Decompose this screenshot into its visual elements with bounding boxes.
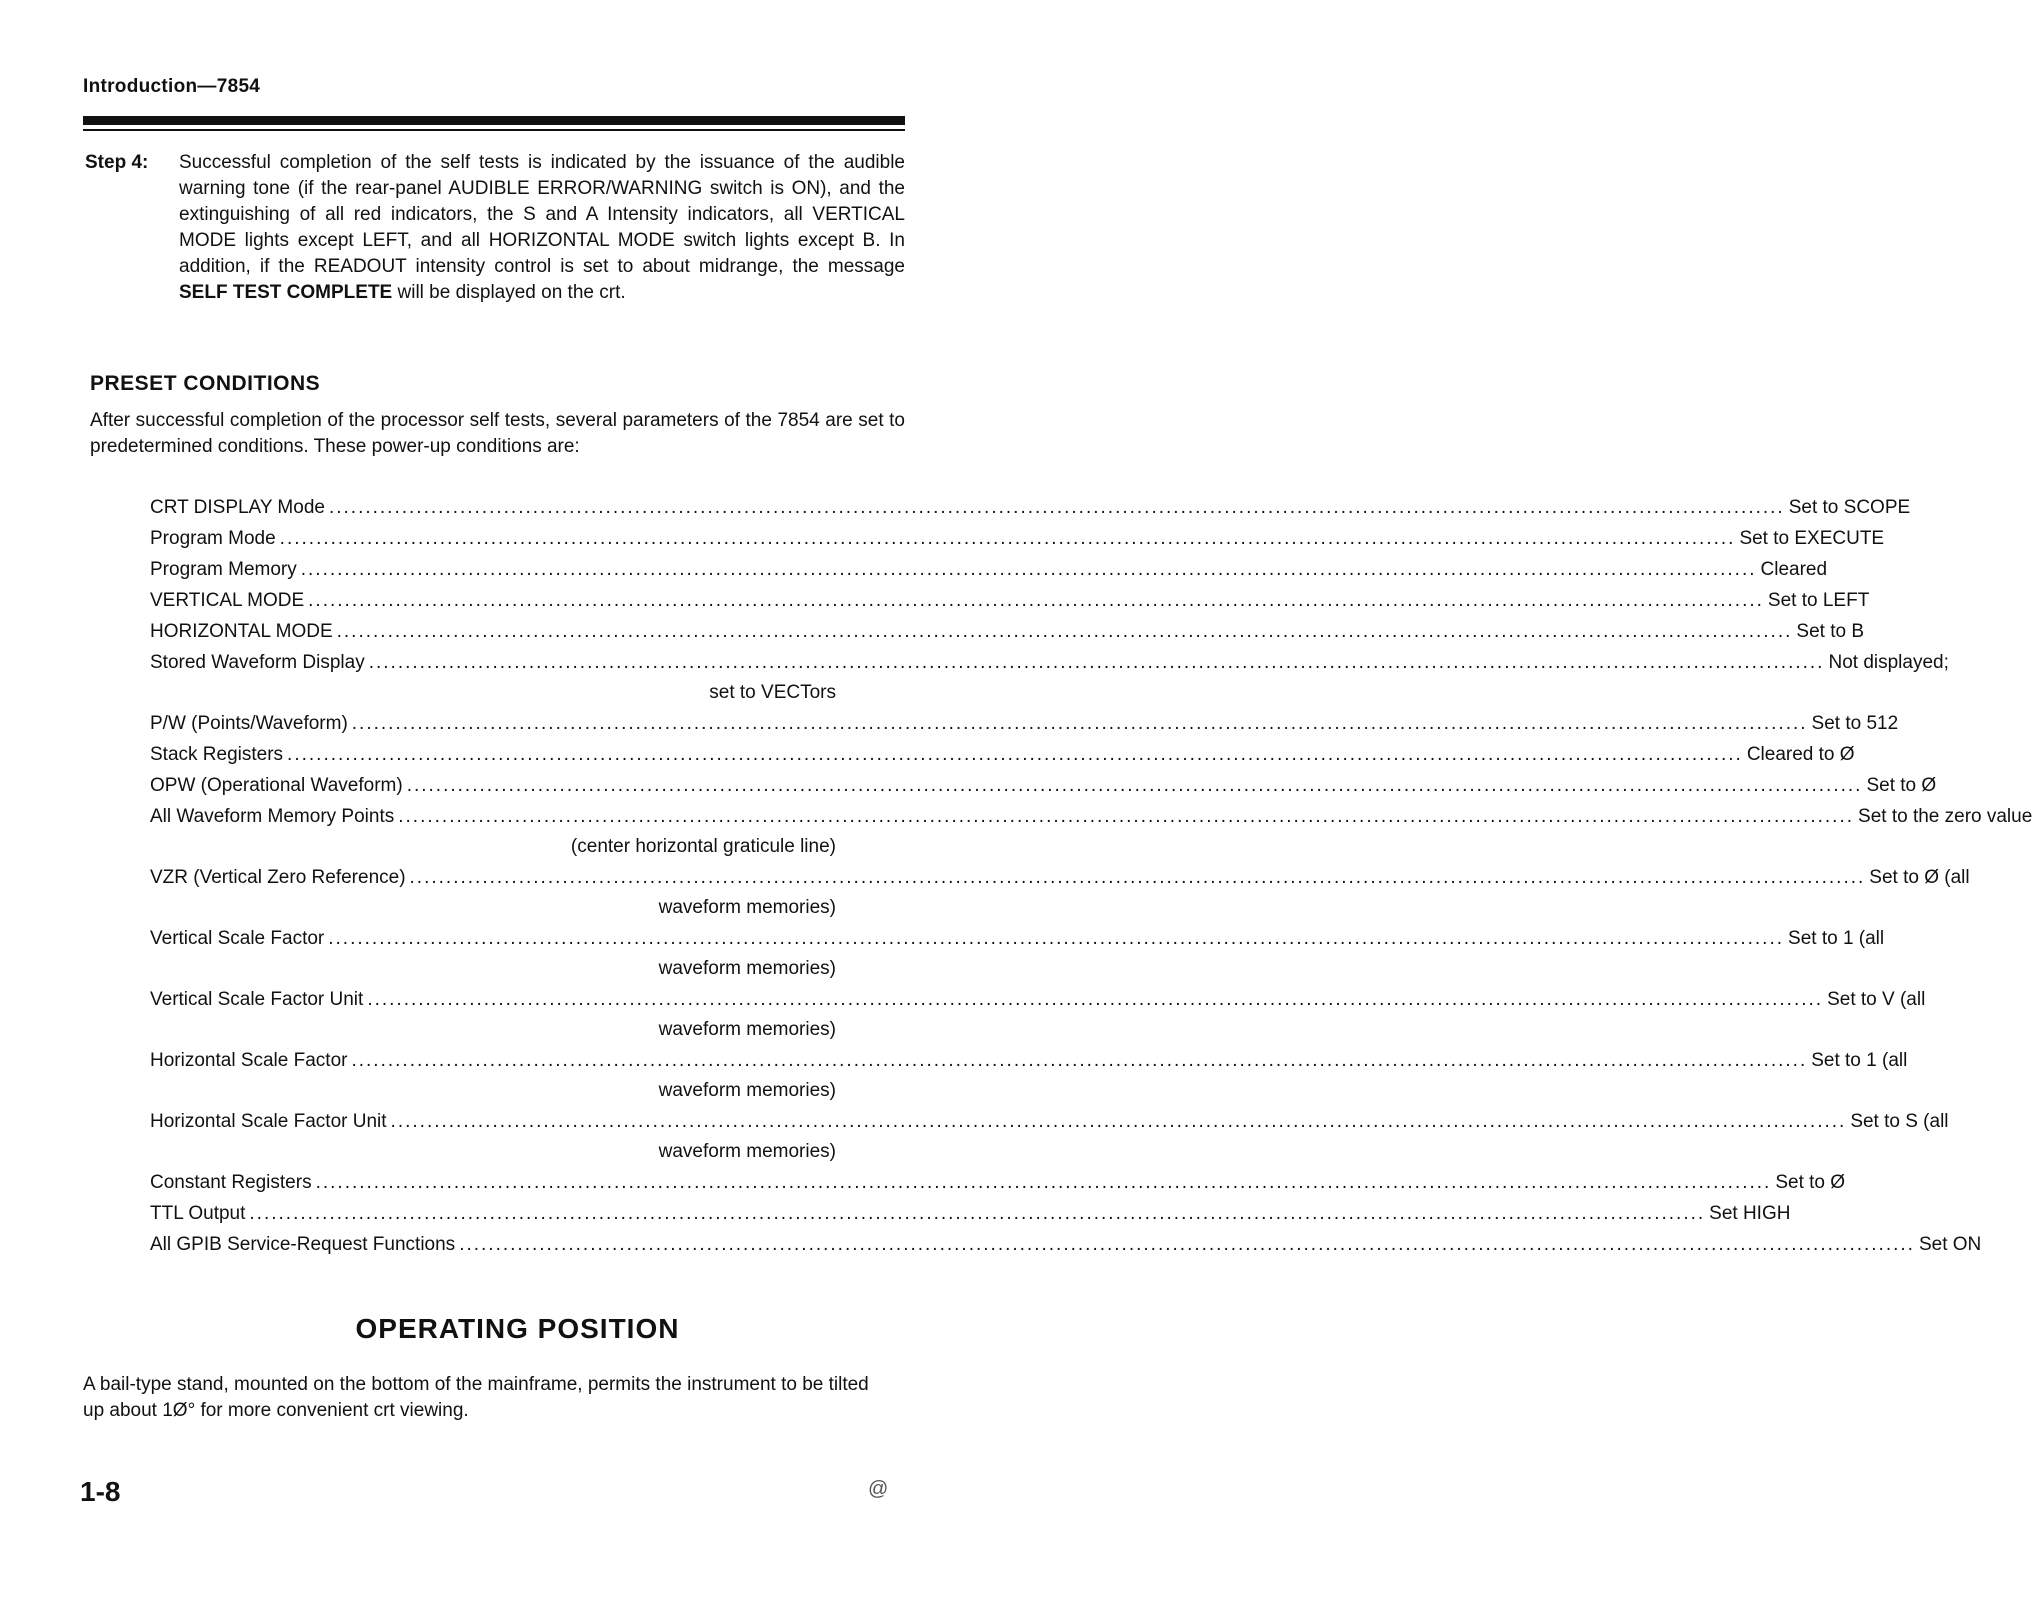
condition-row xyxy=(150,801,2032,832)
condition-label: P/W (Points/Waveform) xyxy=(150,713,348,734)
condition-row xyxy=(150,770,1937,801)
condition-row xyxy=(150,1229,1982,1260)
condition-value: Set to Ø xyxy=(1866,775,1937,796)
condition-row xyxy=(150,554,1828,585)
condition-label: CRT DISPLAY Mode xyxy=(150,497,325,518)
condition-label: Program Memory xyxy=(150,559,297,580)
condition-value: Set to Ø xyxy=(1775,1172,1846,1193)
condition-value: Set to 1 (all xyxy=(1788,928,1885,949)
condition-label: Stored Waveform Display xyxy=(150,652,365,673)
leader-dots: ........................................................................................................................................................................................................ xyxy=(328,497,1785,518)
preset-conditions-title: PRESET CONDITIONS xyxy=(90,372,321,395)
leader-dots: ........................................................................................................................................................................................................ xyxy=(368,652,1825,673)
leader-dots: ........................................................................................................................................................................................................ xyxy=(398,806,1855,827)
leader-dots: ........................................................................................................................................................................................................ xyxy=(287,744,1743,765)
condition-label: All Waveform Memory Points xyxy=(150,806,395,827)
header-rule-thin xyxy=(83,129,905,131)
condition-row xyxy=(150,1198,1791,1229)
condition-value: Set to SCOPE xyxy=(1788,497,1911,518)
condition-label: Horizontal Scale Factor xyxy=(150,1050,348,1071)
leader-dots: ........................................................................................................................................................................................................ xyxy=(367,989,1824,1010)
condition-row xyxy=(150,616,1864,647)
condition-row xyxy=(150,647,1949,678)
condition-value: Set to 512 xyxy=(1811,713,1899,734)
condition-label: Vertical Scale Factor xyxy=(150,928,325,949)
preset-conditions-list xyxy=(150,492,2032,1260)
header-rule-thick xyxy=(83,116,905,125)
condition-value-continued: waveform memories) xyxy=(658,1019,836,1040)
condition-row xyxy=(150,492,1911,523)
condition-label: Horizontal Scale Factor Unit xyxy=(150,1111,387,1132)
condition-label: TTL Output xyxy=(150,1203,246,1224)
condition-row xyxy=(150,984,1926,1015)
leader-dots: ........................................................................................................................................................................................................ xyxy=(279,528,1736,549)
condition-label: VZR (Vertical Zero Reference) xyxy=(150,867,406,888)
leader-dots: ........................................................................................................................................................................................................ xyxy=(249,1203,1706,1224)
step-text-part-2: will be displayed on the crt. xyxy=(392,282,626,303)
condition-value: Not displayed; xyxy=(1828,652,1949,673)
condition-row xyxy=(150,862,1970,893)
leader-dots: ........................................................................................................................................................................................................ xyxy=(409,867,1866,888)
condition-label: Constant Registers xyxy=(150,1172,312,1193)
condition-value-continued: waveform memories) xyxy=(658,1141,836,1162)
page-number: 1-8 xyxy=(80,1476,121,1507)
condition-value: Cleared xyxy=(1760,559,1828,580)
condition-value-continued: waveform memories) xyxy=(658,1080,836,1101)
condition-value: Set to 1 (all xyxy=(1811,1050,1908,1071)
condition-value: Cleared to Ø xyxy=(1746,744,1855,765)
condition-value-continued: waveform memories) xyxy=(658,958,836,979)
condition-label: OPW (Operational Waveform) xyxy=(150,775,403,796)
condition-label: All GPIB Service-Request Functions xyxy=(150,1234,456,1255)
condition-label: Stack Registers xyxy=(150,744,284,765)
operating-position-title: OPERATING POSITION xyxy=(355,1313,680,1344)
condition-label: HORIZONTAL MODE xyxy=(150,621,333,642)
operating-position-text: A bail-type stand, mounted on the bottom of the mainframe, permits the instrument to be tilted up about 1Ø° for more convenient crt viewing. xyxy=(83,1374,869,1421)
condition-value: Set to B xyxy=(1796,621,1864,642)
condition-label: Vertical Scale Factor Unit xyxy=(150,989,364,1010)
condition-label: VERTICAL MODE xyxy=(150,590,305,611)
leader-dots: ........................................................................................................................................................................................................ xyxy=(300,559,1757,580)
condition-value: Set ON xyxy=(1918,1234,1982,1255)
condition-value: Set to LEFT xyxy=(1767,590,1870,611)
publisher-mark: @ xyxy=(868,1478,889,1500)
step-label: Step 4: xyxy=(85,152,149,173)
condition-row xyxy=(150,739,1855,770)
running-header: Introduction—7854 xyxy=(83,76,261,97)
condition-label: Program Mode xyxy=(150,528,276,549)
condition-row xyxy=(150,1106,1949,1137)
leader-dots: ........................................................................................................................................................................................................ xyxy=(336,621,1793,642)
condition-value: Set to S (all xyxy=(1850,1111,1949,1132)
condition-value-continued: waveform memories) xyxy=(658,897,836,918)
condition-value: Set to the zero value xyxy=(1858,806,2032,827)
leader-dots: ........................................................................................................................................................................................................ xyxy=(328,928,1785,949)
leader-dots: ........................................................................................................................................................................................................ xyxy=(406,775,1863,796)
leader-dots: ........................................................................................................................................................................................................ xyxy=(315,1172,1772,1193)
leader-dots: ........................................................................................................................................................................................................ xyxy=(459,1234,1915,1255)
step-4-paragraph xyxy=(85,150,905,306)
condition-value: Set to EXECUTE xyxy=(1739,528,1885,549)
condition-row xyxy=(150,1167,1846,1198)
condition-row xyxy=(150,523,1885,554)
leader-dots: ........................................................................................................................................................................................................ xyxy=(351,1050,1808,1071)
condition-value-continued: set to VECTors xyxy=(709,682,836,703)
leader-dots: ........................................................................................................................................................................................................ xyxy=(308,590,1764,611)
condition-value-continued: (center horizontal graticule line) xyxy=(570,836,836,857)
condition-row xyxy=(150,923,1885,954)
self-test-message: SELF TEST COMPLETE xyxy=(179,282,393,303)
condition-row xyxy=(150,585,1870,616)
step-text-part-1: Successful completion of the self tests is indicated by the issuance of the audible warning tone (if the rear-panel AUDIBLE ERROR/WARNING switch is ON), and the extinguishing of all red indicators, the S and A Intensity indicators, all VERTICAL MODE lights except LEFT, and all HORIZONTAL MODE switch lights except B. In addition, if the READOUT intensity control is set to about midrange, the message xyxy=(179,152,905,277)
condition-value: Set to V (all xyxy=(1827,989,1926,1010)
leader-dots: ........................................................................................................................................................................................................ xyxy=(351,713,1808,734)
condition-row xyxy=(150,708,1899,739)
leader-dots: ........................................................................................................................................................................................................ xyxy=(390,1111,1847,1132)
preset-intro: After successful completion of the processor self tests, several parameters of the 7854 are set to predetermined conditions. These power-up conditions are: xyxy=(90,410,905,457)
condition-value: Set to Ø (all xyxy=(1869,867,1970,888)
condition-row xyxy=(150,1045,1908,1076)
condition-value: Set HIGH xyxy=(1709,1203,1791,1224)
step-text xyxy=(179,150,905,306)
